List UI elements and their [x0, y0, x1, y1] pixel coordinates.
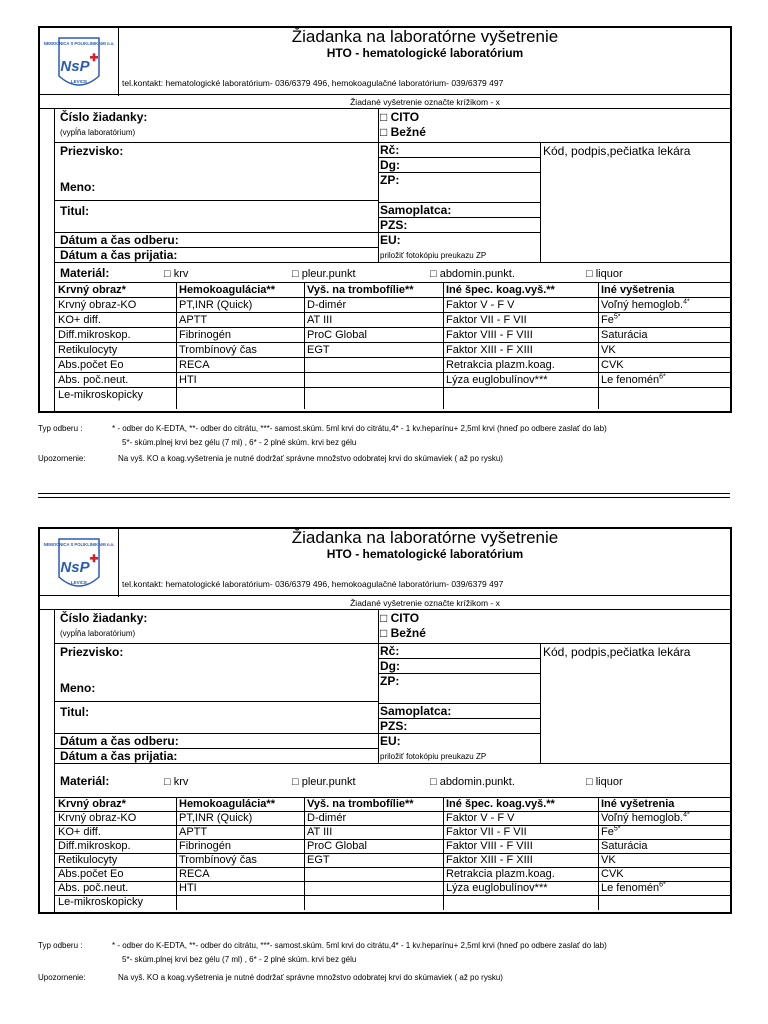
exam-cell[interactable]: $Fe^{5*}$ [601, 825, 621, 838]
logo-bottom-text: LEVICE [70, 79, 88, 84]
exam-cell[interactable]: Trombínový čas [179, 854, 257, 866]
contact-line: tel.kontakt: hematologické laboratórium- 036/6379 496, hemokoagulačné laboratórium- 039/6379 497 [122, 579, 504, 589]
hospital-logo-icon [43, 537, 115, 595]
bezne-checkbox[interactable]: □ Bežné [380, 626, 426, 640]
exam-cell[interactable]: Krvný obraz-KO [58, 812, 137, 824]
exam-cell[interactable]: KO+ diff. [58, 314, 101, 326]
exam-cell[interactable]: Faktor VIII - F VIII [446, 840, 533, 852]
priezvisko-label: Priezvisko: [60, 645, 124, 659]
exam-cell[interactable]: KO+ diff. [58, 826, 101, 838]
bezne-checkbox[interactable]: □ Bežné [380, 125, 426, 139]
form-title: Žiadanka na laboratórne vyšetrenie [291, 27, 559, 46]
exam-cell[interactable]: $Fe^{5*}$ [601, 313, 621, 326]
kod-label: Kód, podpis,pečiatka lekára [543, 645, 691, 659]
exam-cell[interactable]: Fibrinogén [179, 840, 231, 852]
header-ine: Iné vyšetrenia [601, 798, 675, 810]
eu-label: EU: [380, 734, 401, 748]
cislo-note: (vypĺňa laboratórium) [60, 128, 136, 137]
exam-cell[interactable]: PT,INR (Quick) [179, 812, 253, 824]
typ-line-2: 5*- skúm.plnej krvi bez gélu (7 ml) , 6* - 2 plné skúm. krvi bez gélu [122, 438, 357, 447]
exam-cell[interactable]: Abs. poč.neut. [58, 374, 129, 386]
header-hemokoagulacia: Hemokoagulácia** [179, 284, 275, 296]
material-abdomin[interactable]: □ abdomin.punkt. [430, 268, 515, 280]
exam-cell[interactable]: Retikulocyty [58, 854, 118, 866]
exam-cell[interactable]: Faktor VII - F VII [446, 314, 527, 326]
material-pleur[interactable]: □ pleur.punkt [292, 268, 356, 280]
meno-label: Meno: [60, 180, 96, 194]
notice-line: Žiadané vyšetrenie označte krížikom - x [350, 97, 500, 107]
samoplatca-label: Samoplatca: [380, 203, 452, 217]
meno-label: Meno: [60, 681, 96, 695]
material-krv[interactable]: □ krv [164, 268, 189, 280]
exam-cell[interactable]: Saturácia [601, 329, 648, 341]
form-subtitle: HTO - hematologické laboratórium [326, 547, 524, 561]
exam-cell[interactable]: Abs.počet Eo [58, 868, 124, 880]
exam-cell[interactable]: Faktor XIII - F XIII [446, 344, 533, 356]
zp-label: ZP: [380, 173, 400, 187]
header-hemokoagulacia: Hemokoagulácia** [179, 798, 275, 810]
rc-label: Rč: [380, 143, 400, 157]
exam-cell[interactable]: Faktor V - F V [446, 299, 515, 311]
exam-cell[interactable]: ProC Global [307, 329, 367, 341]
datum-prijatia-label: Dátum a čas prijatia: [60, 248, 178, 262]
exam-cell[interactable]: CVK [601, 868, 624, 880]
logo-letters: NsP [60, 58, 90, 75]
exam-cell[interactable]: CVK [601, 359, 624, 371]
logo-cell [38, 26, 119, 96]
exam-cell[interactable]: Le-mikroskopicky [58, 389, 143, 401]
exam-cell[interactable]: Voľný hemoglob.$^{4*}$ [601, 811, 690, 824]
exam-cell[interactable]: Faktor V - F V [446, 812, 515, 824]
typ-line-2: 5*- skúm.plnej krvi bez gélu (7 ml) , 6* - 2 plné skúm. krvi bez gélu [122, 955, 357, 964]
exam-cell[interactable]: Voľný hemoglob.$^{4*}$ [601, 298, 690, 311]
exam-cell[interactable]: Krvný obraz-KO [58, 299, 137, 311]
contact-line: tel.kontakt: hematologické laboratórium- 036/6379 496, hemokoagulačné laboratórium- 039/6379 497 [122, 78, 504, 88]
exam-cell[interactable]: HTI [179, 882, 197, 894]
cito-checkbox[interactable]: □ CITO [380, 611, 420, 625]
priezvisko-label: Priezvisko: [60, 144, 124, 158]
exam-cell[interactable]: D-dimér [307, 299, 347, 311]
upozornenie-text: Na vyš. KO a koag.vyšetrenia je nutné dodržať správne množstvo odobratej krvi do skúmaviek ( až po rysku) [118, 973, 503, 982]
cislo-note: (vypĺňa laboratórium) [60, 629, 136, 638]
upozornenie-label: Upozornenie: [38, 973, 86, 982]
exam-cell[interactable]: Lýza euglobulínov*** [446, 882, 548, 894]
exam-cell[interactable]: EGT [307, 344, 330, 356]
pzs-label: PZS: [380, 719, 408, 733]
exam-cell[interactable]: Trombínový čas [179, 344, 257, 356]
typ-line-1: * - odber do K-EDTA, **- odber do citrátu, ***- samost.skúm. 5ml krvi do citrátu,4* - 1 kv.heparínu+ 2,5ml krvi (hneď po odbere zaslať do lab) [112, 424, 607, 433]
form-title: Žiadanka na laboratórne vyšetrenie [291, 528, 559, 547]
logo-top-text: NEMOCNICA S POLIKLINIKAMI n.o. [43, 542, 115, 547]
dg-label: Dg: [380, 158, 400, 172]
upozornenie-label: Upozornenie: [38, 454, 86, 463]
eu-label: EU: [380, 233, 401, 247]
upozornenie-text: Na vyš. KO a koag.vyšetrenia je nutné dodržať správne množstvo odobratej krvi do skúmaviek ( až po rysku) [118, 454, 503, 463]
exam-cell[interactable]: Abs.počet Eo [58, 359, 124, 371]
exam-cell[interactable]: Saturácia [601, 840, 648, 852]
titul-label: Titul: [60, 705, 90, 719]
material-pleur[interactable]: □ pleur.punkt [292, 776, 356, 788]
exam-cell[interactable]: APTT [179, 826, 208, 838]
exam-cell[interactable]: VK [601, 344, 616, 356]
exam-cell[interactable]: Fibrinogén [179, 329, 231, 341]
eu-note: priložiť fotokópiu preukazu ZP [380, 752, 487, 761]
material-liquor[interactable]: □ liquor [586, 776, 623, 788]
notice-line: Žiadané vyšetrenie označte krížikom - x [350, 598, 500, 608]
rc-label: Rč: [380, 644, 400, 658]
datum-odberu-label: Dátum a čas odberu: [60, 734, 179, 748]
logo-cell [38, 527, 119, 597]
kod-label: Kód, podpis,pečiatka lekára [543, 144, 691, 158]
exam-cell[interactable]: Abs. poč.neut. [58, 882, 129, 894]
material-krv[interactable]: □ krv [164, 776, 189, 788]
exam-cell[interactable]: Le fenomén$^{6*}$ [601, 373, 666, 386]
dg-label: Dg: [380, 659, 400, 673]
eu-note: priložiť fotokópiu preukazu ZP [380, 251, 487, 260]
cislo-label: Číslo žiadanky: [60, 110, 148, 124]
typ-line-1: * - odber do K-EDTA, **- odber do citrátu, ***- samost.skúm. 5ml krvi do citrátu,4* - 1 kv.heparínu+ 2,5ml krvi (hneď po odbere zaslať do lab) [112, 941, 607, 950]
exam-cell[interactable]: PT,INR (Quick) [179, 299, 253, 311]
exam-cell[interactable]: Retrakcia plazm.koag. [446, 868, 555, 880]
exam-cell[interactable]: Diff.mikroskop. [58, 329, 131, 341]
logo-top-text: NEMOCNICA S POLIKLINIKAMI n.o. [43, 41, 115, 46]
material-label: Materiál: [60, 266, 110, 280]
exam-cell[interactable]: VK [601, 854, 616, 866]
hospital-logo-icon [43, 36, 115, 94]
datum-prijatia-label: Dátum a čas prijatia: [60, 749, 178, 763]
typ-label: Typ odberu : [38, 424, 83, 433]
header-trombofilie: Vyš. na trombofílie** [307, 284, 414, 296]
header-ine: Iné vyšetrenia [601, 284, 675, 296]
material-abdomin[interactable]: □ abdomin.punkt. [430, 776, 515, 788]
logo-bottom-text: LEVICE [70, 580, 88, 585]
exam-cell[interactable]: Faktor VIII - F VIII [446, 329, 533, 341]
material-label: Materiál: [60, 774, 110, 788]
cut-separator [38, 493, 730, 498]
exam-cell[interactable]: AT III [307, 826, 333, 838]
header-koag: Iné špec. koag.vyš.** [446, 284, 555, 296]
exam-cell[interactable]: Retikulocyty [58, 344, 118, 356]
header-koag: Iné špec. koag.vyš.** [446, 798, 555, 810]
datum-odberu-label: Dátum a čas odberu: [60, 233, 179, 247]
exam-cell[interactable]: D-dimér [307, 812, 347, 824]
pzs-label: PZS: [380, 218, 408, 232]
form-subtitle: HTO - hematologické laboratórium [326, 46, 524, 60]
exam-cell[interactable]: Faktor VII - F VII [446, 826, 527, 838]
exam-cell[interactable]: RECA [179, 359, 210, 371]
exam-cell[interactable]: Retrakcia plazm.koag. [446, 359, 555, 371]
exam-cell[interactable]: Lýza euglobulínov*** [446, 374, 548, 386]
cito-checkbox[interactable]: □ CITO [380, 110, 420, 124]
zp-label: ZP: [380, 674, 400, 688]
logo-letters: NsP [60, 559, 90, 576]
typ-label: Typ odberu : [38, 941, 83, 950]
exam-cell[interactable]: Le fenomén$^{6*}$ [601, 881, 666, 894]
exam-cell[interactable]: HTI [179, 374, 197, 386]
exam-cell[interactable]: Le-mikroskopicky [58, 896, 143, 908]
samoplatca-label: Samoplatca: [380, 704, 452, 718]
material-liquor[interactable]: □ liquor [586, 268, 623, 280]
header-trombofilie: Vyš. na trombofílie** [307, 798, 414, 810]
exam-cell[interactable]: RECA [179, 868, 210, 880]
exam-cell[interactable]: Faktor XIII - F XIII [446, 854, 533, 866]
cislo-label: Číslo žiadanky: [60, 611, 148, 625]
exam-cell[interactable]: EGT [307, 854, 330, 866]
exam-cell[interactable]: ProC Global [307, 840, 367, 852]
exam-cell[interactable]: APTT [179, 314, 208, 326]
exam-cell[interactable]: Diff.mikroskop. [58, 840, 131, 852]
titul-label: Titul: [60, 204, 90, 218]
header-krvny-obraz: Krvný obraz* [58, 284, 126, 296]
header-krvny-obraz: Krvný obraz* [58, 798, 126, 810]
exam-cell[interactable]: AT III [307, 314, 333, 326]
